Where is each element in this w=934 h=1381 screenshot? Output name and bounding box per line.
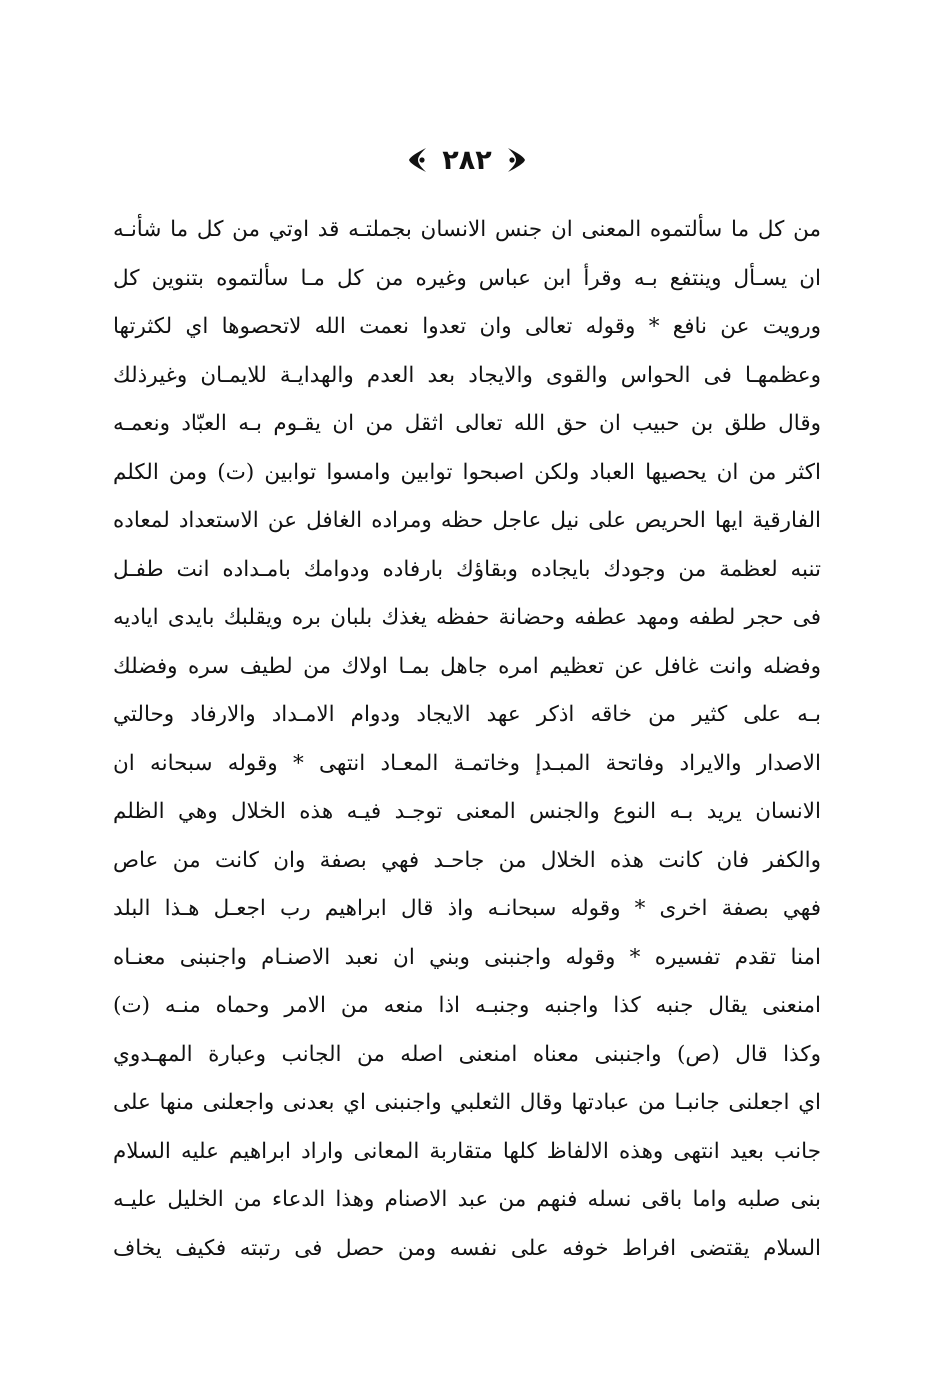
text-line: الفارقية ايها الحريص على نيل عاجل حظه ومراده الغافل عن الاستعداد لمعاده: [113, 508, 821, 533]
text-line: وفضله وانت غافل عن تعظيم امره جاهل بمـا اولاك من لطيف سره وفضلك: [113, 653, 821, 679]
text-line: بـه على كثير من خاقه اذكر عهد الايجاد ودوام الامـداد والارفاد وحالتي: [113, 702, 821, 727]
text-line: من كل ما سألتموه المعنى ان جنس الانسان بجملتـه قد اوتي من كل ما شأنـه: [113, 217, 821, 242]
page-header: [0, 140, 934, 180]
body-text: [113, 206, 821, 1273]
text-line: والكفر فان كانت هذه الخلال من جاحـد فهي بصفة وان كانت من عاص: [113, 847, 821, 873]
text-line: ان يسـأل وينتفع بـه وقرأ ابن عباس وغيره من كل مـا سألتموه بتنوين كل: [113, 265, 821, 291]
text-line: اي اجعلنى جانبـا من عبادتها وقال الثعلبي واجنبنى اي بعدنى واجعلنى منها على: [113, 1090, 821, 1115]
text-line: تنبه لعظمة من وجودك بايجاده وبقاؤك بارفاده ودوامك بامـداده انت طفـل: [113, 556, 821, 582]
right-ornament-icon: [506, 145, 528, 175]
text-line: وقال طلق بن حبيب ان حق الله تعالى اثقل من ان يقـوم بـه العبّاد ونعمـه: [113, 411, 821, 436]
page-number: ٢٨٢: [442, 144, 492, 176]
text-line: وكذا قال (ص) واجنبنى معناه امنعنى اصله من الجانب وعبارة المهـدوي: [113, 1041, 821, 1067]
text-line: السلام يقتضى افراط خوفه على نفسه ومن حصل فى رتبته فكيف يخاف: [113, 1235, 821, 1261]
text-line: امنعنى يقال جنبه كذا واجنبه وجنبـه اذا منعه من الامر وحماه منـه (ت): [113, 993, 821, 1018]
text-line: بنى صلبه واما باقى نسله فنهم من عبد الاصنام وهذا الدعاء من الخليل عليـه: [113, 1187, 821, 1212]
text-line: جانب بعيد انتهى وهذه الالفاظ كلها متقاربة المعانى واراد ابراهيم عليه السلام: [113, 1138, 821, 1164]
text-line: الاصدار والايراد وفاتحة المبـدإ وخاتمـة المعـاد انتهى * وقوله سبحانه ان: [113, 750, 821, 776]
text-line: وعظمهـا فى الحواس والقوى والايجاد بعد العدم والهدايـة للايمـان وغيرذلك: [113, 362, 821, 388]
left-ornament-icon: [406, 145, 428, 175]
text-line: ورويت عن نافع * وقوله تعالى وان تعدوا نعمت الله لاتحصوها اي لكثرتها: [113, 314, 821, 339]
text-line: اكثر من ان يحصيها العباد ولكن اصبحوا توابين وامسوا توابين (ت) ومن الكلم: [113, 459, 821, 485]
text-line: امنا تقدم تفسيره * وقوله واجنبنى وبني ان نعبد الاصنـام واجنبنى معنـاه: [113, 944, 821, 970]
text-line: فهي بصفة اخرى * وقوله سبحانـه واذ قال ابراهيم رب اجعـل هـذا البلد: [113, 896, 821, 921]
text-line: فى حجر لطفه ومهد عطفه وحضانة حفظه يغذك بلبان بره ويقلبك بايدى اياديه: [113, 605, 821, 630]
text-line: الانسان يريد بـه النوع والجنس المعنى توجـد فيـه هذه الخلال وهي الظلم: [113, 799, 821, 824]
